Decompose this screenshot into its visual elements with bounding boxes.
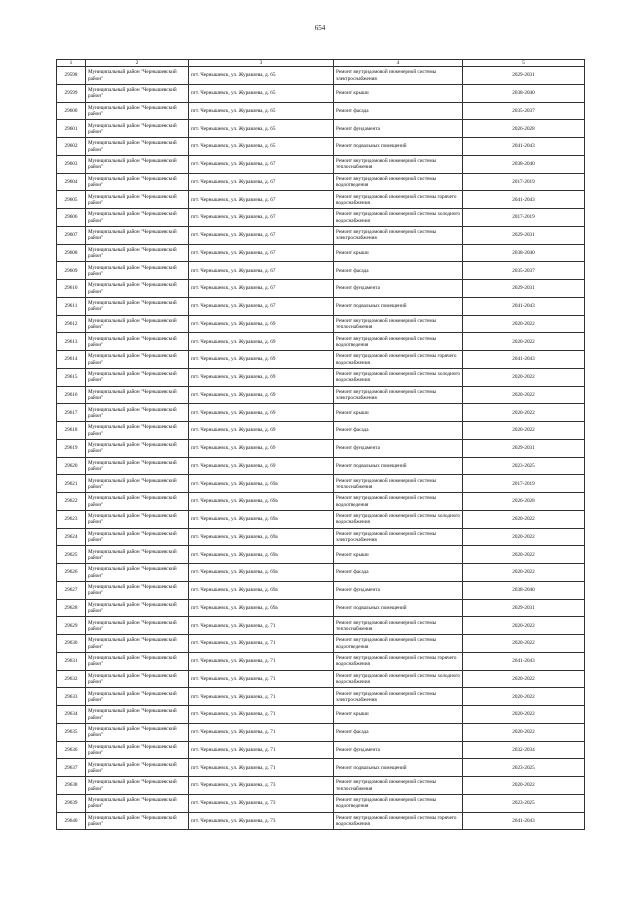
table-row [57, 191, 585, 209]
table-row [57, 652, 585, 670]
municipality-cell: Муниципальный район "Чернышевский район" [86, 510, 189, 528]
work-type-cell: Ремонт подвальных помещений [334, 297, 463, 315]
municipality-cell: Муниципальный район "Чернышевский район" [86, 546, 189, 564]
table-row [57, 173, 585, 191]
row-number: 29636 [57, 741, 86, 759]
period-cell: 2041-2043 [463, 138, 585, 156]
address-cell: пгт. Чернышевск, ул. Журавлева, д. 69а [189, 564, 334, 582]
work-type-cell: Ремонт внутридомовой инженерной системы холодного водоснабжения [334, 368, 463, 386]
period-cell: 2023-2025 [463, 457, 585, 475]
row-number: 29608 [57, 244, 86, 262]
municipality-cell: Муниципальный район "Чернышевский район" [86, 297, 189, 315]
address-cell: пгт. Чернышевск, ул. Журавлева, д. 67 [189, 191, 334, 209]
municipality-cell: Муниципальный район "Чернышевский район" [86, 191, 189, 209]
row-number: 29640 [57, 812, 86, 830]
row-number: 29637 [57, 759, 86, 777]
address-cell: пгт. Чернышевск, ул. Журавлева, д. 69 [189, 333, 334, 351]
work-type-cell: Ремонт фундамента [334, 439, 463, 457]
row-number: 29626 [57, 564, 86, 582]
address-cell: пгт. Чернышевск, ул. Журавлева, д. 65 [189, 138, 334, 156]
row-number: 29631 [57, 652, 86, 670]
work-type-cell: Ремонт внутридомовой инженерной системы водоотведения [334, 794, 463, 812]
table-row [57, 457, 585, 475]
municipality-cell: Муниципальный район "Чернышевский район" [86, 138, 189, 156]
work-type-cell: Ремонт внутридомовой инженерной системы электроснабжения [334, 386, 463, 404]
work-type-cell: Ремонт крыши [334, 244, 463, 262]
work-type-cell: Ремонт внутридомовой инженерной системы водоотведения [334, 173, 463, 191]
period-cell: 2029-2031 [463, 226, 585, 244]
table-row [57, 670, 585, 688]
work-type-cell: Ремонт фундамента [334, 280, 463, 298]
row-number: 29625 [57, 546, 86, 564]
work-type-cell: Ремонт крыши [334, 546, 463, 564]
period-cell: 2023-2025 [463, 759, 585, 777]
address-cell: пгт. Чернышевск, ул. Журавлева, д. 69 [189, 386, 334, 404]
row-number: 29621 [57, 475, 86, 493]
row-number: 29613 [57, 333, 86, 351]
period-cell: 2020-2022 [463, 315, 585, 333]
period-cell: 2041-2043 [463, 812, 585, 830]
row-number: 29624 [57, 528, 86, 546]
municipality-cell: Муниципальный район "Чернышевский район" [86, 280, 189, 298]
work-type-cell: Ремонт внутридомовой инженерной системы теплоснабжения [334, 155, 463, 173]
work-type-cell: Ремонт крыши [334, 404, 463, 422]
row-number: 29605 [57, 191, 86, 209]
address-cell: пгт. Чернышевск, ул. Журавлева, д. 71 [189, 688, 334, 706]
row-number: 29632 [57, 670, 86, 688]
municipality-cell: Муниципальный район "Чернышевский район" [86, 652, 189, 670]
row-number: 29611 [57, 297, 86, 315]
row-number: 29635 [57, 723, 86, 741]
municipality-cell: Муниципальный район "Чернышевский район" [86, 723, 189, 741]
address-cell: пгт. Чернышевск, ул. Журавлева, д. 67 [189, 297, 334, 315]
period-cell: 2035-2037 [463, 262, 585, 280]
work-type-cell: Ремонт фундамента [334, 120, 463, 138]
address-cell: пгт. Чернышевск, ул. Журавлева, д. 67 [189, 244, 334, 262]
address-cell: пгт. Чернышевск, ул. Журавлева, д. 65 [189, 102, 334, 120]
period-cell: 2020-2022 [463, 333, 585, 351]
row-number: 29622 [57, 493, 86, 511]
work-type-cell: Ремонт внутридомовой инженерной системы водоотведения [334, 635, 463, 653]
work-type-cell: Ремонт фасада [334, 564, 463, 582]
address-cell: пгт. Чернышевск, ул. Журавлева, д. 67 [189, 155, 334, 173]
work-type-cell: Ремонт фундамента [334, 581, 463, 599]
municipality-cell: Муниципальный район "Чернышевский район" [86, 155, 189, 173]
row-number: 29629 [57, 617, 86, 635]
row-number: 29615 [57, 368, 86, 386]
row-number: 29639 [57, 794, 86, 812]
table-row [57, 546, 585, 564]
row-number: 29606 [57, 209, 86, 227]
row-number: 29618 [57, 422, 86, 440]
period-cell: 2035-2037 [463, 102, 585, 120]
municipality-cell: Муниципальный район "Чернышевский район" [86, 528, 189, 546]
address-cell: пгт. Чернышевск, ул. Журавлева, д. 67 [189, 173, 334, 191]
table-row [57, 67, 585, 85]
row-number: 29630 [57, 635, 86, 653]
row-number: 29604 [57, 173, 86, 191]
address-cell: пгт. Чернышевск, ул. Журавлева, д. 69 [189, 351, 334, 369]
table-row [57, 777, 585, 795]
address-cell: пгт. Чернышевск, ул. Журавлева, д. 73 [189, 794, 334, 812]
work-type-cell: Ремонт внутридомовой инженерной системы холодного водоснабжения [334, 209, 463, 227]
table-row [57, 617, 585, 635]
municipality-cell: Муниципальный район "Чернышевский район" [86, 812, 189, 830]
work-type-cell: Ремонт фасада [334, 262, 463, 280]
row-number: 29600 [57, 102, 86, 120]
work-type-cell: Ремонт внутридомовой инженерной системы электроснабжения [334, 528, 463, 546]
period-cell: 2020-2022 [463, 635, 585, 653]
table-row [57, 404, 585, 422]
table-row [57, 315, 585, 333]
header-col-2: 2 [86, 60, 189, 67]
address-cell: пгт. Чернышевск, ул. Журавлева, д. 65 [189, 120, 334, 138]
municipality-cell: Муниципальный район "Чернышевский район" [86, 386, 189, 404]
period-cell: 2017-2019 [463, 209, 585, 227]
row-number: 29619 [57, 439, 86, 457]
work-type-cell: Ремонт внутридомовой инженерной системы горячего водоснабжения [334, 812, 463, 830]
period-cell: 2038-2040 [463, 155, 585, 173]
period-cell: 2041-2043 [463, 652, 585, 670]
table-row [57, 262, 585, 280]
header-col-4: 4 [334, 60, 463, 67]
address-cell: пгт. Чернышевск, ул. Журавлева, д. 69 [189, 404, 334, 422]
table-row [57, 297, 585, 315]
table-row [57, 84, 585, 102]
municipality-cell: Муниципальный район "Чернышевский район" [86, 759, 189, 777]
work-type-cell: Ремонт внутридомовой инженерной системы горячего водоснабжения [334, 191, 463, 209]
table-row [57, 688, 585, 706]
table-body [57, 67, 585, 830]
municipality-cell: Муниципальный район "Чернышевский район" [86, 564, 189, 582]
address-cell: пгт. Чернышевск, ул. Журавлева, д. 69а [189, 546, 334, 564]
period-cell: 2032-2034 [463, 741, 585, 759]
work-type-cell: Ремонт внутридомовой инженерной системы горячего водоснабжения [334, 652, 463, 670]
work-type-cell: Ремонт крыши [334, 84, 463, 102]
table-row [57, 244, 585, 262]
municipality-cell: Муниципальный район "Чернышевский район" [86, 244, 189, 262]
period-cell: 2020-2022 [463, 368, 585, 386]
table-row [57, 794, 585, 812]
row-number: 29599 [57, 84, 86, 102]
municipality-cell: Муниципальный район "Чернышевский район" [86, 777, 189, 795]
municipality-cell: Муниципальный район "Чернышевский район" [86, 422, 189, 440]
municipality-cell: Муниципальный район "Чернышевский район" [86, 404, 189, 422]
period-cell: 2020-2022 [463, 386, 585, 404]
period-cell: 2038-2040 [463, 84, 585, 102]
period-cell: 2029-2031 [463, 439, 585, 457]
registry-table [56, 59, 585, 830]
address-cell: пгт. Чернышевск, ул. Журавлева, д. 69 [189, 422, 334, 440]
period-cell: 2020-2022 [463, 422, 585, 440]
work-type-cell: Ремонт подвальных помещений [334, 759, 463, 777]
table-row [57, 351, 585, 369]
period-cell: 2020-2022 [463, 510, 585, 528]
municipality-cell: Муниципальный район "Чернышевский район" [86, 581, 189, 599]
address-cell: пгт. Чернышевск, ул. Журавлева, д. 67 [189, 280, 334, 298]
table-row [57, 493, 585, 511]
address-cell: пгт. Чернышевск, ул. Журавлева, д. 65 [189, 67, 334, 85]
municipality-cell: Муниципальный район "Чернышевский район" [86, 173, 189, 191]
row-number: 29634 [57, 706, 86, 724]
period-cell: 2026-2028 [463, 120, 585, 138]
row-number: 29598 [57, 67, 86, 85]
row-number: 29623 [57, 510, 86, 528]
table-row [57, 706, 585, 724]
header-col-5: 5 [463, 60, 585, 67]
period-cell: 2029-2031 [463, 67, 585, 85]
municipality-cell: Муниципальный район "Чернышевский район" [86, 706, 189, 724]
municipality-cell: Муниципальный район "Чернышевский район" [86, 617, 189, 635]
address-cell: пгт. Чернышевск, ул. Журавлева, д. 71 [189, 759, 334, 777]
row-number: 29602 [57, 138, 86, 156]
table-row [57, 599, 585, 617]
table-row [57, 581, 585, 599]
address-cell: пгт. Чернышевск, ул. Журавлева, д. 69 [189, 439, 334, 457]
period-cell: 2020-2022 [463, 670, 585, 688]
address-cell: пгт. Чернышевск, ул. Журавлева, д. 71 [189, 617, 334, 635]
table-row [57, 475, 585, 493]
period-cell: 2038-2040 [463, 581, 585, 599]
period-cell: 2020-2022 [463, 564, 585, 582]
table-row [57, 723, 585, 741]
period-cell: 2020-2022 [463, 404, 585, 422]
row-number: 29614 [57, 351, 86, 369]
table-row [57, 439, 585, 457]
row-number: 29610 [57, 280, 86, 298]
work-type-cell: Ремонт крыши [334, 706, 463, 724]
table-row [57, 368, 585, 386]
work-type-cell: Ремонт внутридомовой инженерной системы теплоснабжения [334, 315, 463, 333]
address-cell: пгт. Чернышевск, ул. Журавлева, д. 69 [189, 315, 334, 333]
row-number: 29607 [57, 226, 86, 244]
work-type-cell: Ремонт внутридомовой инженерной системы электроснабжения [334, 67, 463, 85]
row-number: 29603 [57, 155, 86, 173]
work-type-cell: Ремонт внутридомовой инженерной системы теплоснабжения [334, 475, 463, 493]
row-number: 29620 [57, 457, 86, 475]
municipality-cell: Муниципальный район "Чернышевский район" [86, 368, 189, 386]
work-type-cell: Ремонт фасада [334, 422, 463, 440]
municipality-cell: Муниципальный район "Чернышевский район" [86, 102, 189, 120]
table-row [57, 333, 585, 351]
period-cell: 2041-2043 [463, 351, 585, 369]
row-number: 29638 [57, 777, 86, 795]
municipality-cell: Муниципальный район "Чернышевский район" [86, 599, 189, 617]
work-type-cell: Ремонт подвальных помещений [334, 457, 463, 475]
work-type-cell: Ремонт фасада [334, 102, 463, 120]
municipality-cell: Муниципальный район "Чернышевский район" [86, 670, 189, 688]
row-number: 29627 [57, 581, 86, 599]
period-cell: 2020-2022 [463, 528, 585, 546]
table-row [57, 510, 585, 528]
table-row [57, 812, 585, 830]
address-cell: пгт. Чернышевск, ул. Журавлева, д. 71 [189, 652, 334, 670]
period-cell: 2038-2040 [463, 244, 585, 262]
address-cell: пгт. Чернышевск, ул. Журавлева, д. 67 [189, 226, 334, 244]
municipality-cell: Муниципальный район "Чернышевский район" [86, 475, 189, 493]
municipality-cell: Муниципальный район "Чернышевский район" [86, 67, 189, 85]
header-row [57, 60, 585, 67]
period-cell: 2026-2028 [463, 493, 585, 511]
address-cell: пгт. Чернышевск, ул. Журавлева, д. 71 [189, 723, 334, 741]
address-cell: пгт. Чернышевск, ул. Журавлева, д. 69а [189, 510, 334, 528]
table-row [57, 564, 585, 582]
address-cell: пгт. Чернышевск, ул. Журавлева, д. 71 [189, 635, 334, 653]
municipality-cell: Муниципальный район "Чернышевский район" [86, 209, 189, 227]
address-cell: пгт. Чернышевск, ул. Журавлева, д. 67 [189, 209, 334, 227]
table-row [57, 120, 585, 138]
work-type-cell: Ремонт внутридомовой инженерной системы теплоснабжения [334, 777, 463, 795]
header-col-3: 3 [189, 60, 334, 67]
work-type-cell: Ремонт внутридомовой инженерной системы теплоснабжения [334, 617, 463, 635]
row-number: 29609 [57, 262, 86, 280]
work-type-cell: Ремонт внутридомовой инженерной системы электроснабжения [334, 226, 463, 244]
work-type-cell: Ремонт подвальных помещений [334, 138, 463, 156]
period-cell: 2020-2022 [463, 706, 585, 724]
work-type-cell: Ремонт внутридомовой инженерной системы холодного водоснабжения [334, 670, 463, 688]
municipality-cell: Муниципальный район "Чернышевский район" [86, 493, 189, 511]
municipality-cell: Муниципальный район "Чернышевский район" [86, 741, 189, 759]
row-number: 29612 [57, 315, 86, 333]
period-cell: 2029-2031 [463, 599, 585, 617]
table-row [57, 226, 585, 244]
table-row [57, 209, 585, 227]
period-cell: 2017-2019 [463, 173, 585, 191]
table-row [57, 138, 585, 156]
municipality-cell: Муниципальный район "Чернышевский район" [86, 333, 189, 351]
row-number: 29628 [57, 599, 86, 617]
address-cell: пгт. Чернышевск, ул. Журавлева, д. 69а [189, 599, 334, 617]
work-type-cell: Ремонт подвальных помещений [334, 599, 463, 617]
municipality-cell: Муниципальный район "Чернышевский район" [86, 688, 189, 706]
period-cell: 2023-2025 [463, 794, 585, 812]
period-cell: 2020-2022 [463, 546, 585, 564]
address-cell: пгт. Чернышевск, ул. Журавлева, д. 69а [189, 475, 334, 493]
row-number: 29616 [57, 386, 86, 404]
address-cell: пгт. Чернышевск, ул. Журавлева, д. 69а [189, 493, 334, 511]
table-row [57, 386, 585, 404]
address-cell: пгт. Чернышевск, ул. Журавлева, д. 71 [189, 670, 334, 688]
period-cell: 2029-2031 [463, 280, 585, 298]
work-type-cell: Ремонт внутридомовой инженерной системы водоотведения [334, 333, 463, 351]
table-row [57, 759, 585, 777]
table-row [57, 280, 585, 298]
period-cell: 2020-2022 [463, 617, 585, 635]
table-row [57, 741, 585, 759]
header-col-1: 1 [57, 60, 86, 67]
row-number: 29601 [57, 120, 86, 138]
municipality-cell: Муниципальный район "Чернышевский район" [86, 262, 189, 280]
period-cell: 2041-2043 [463, 297, 585, 315]
address-cell: пгт. Чернышевск, ул. Журавлева, д. 65 [189, 84, 334, 102]
municipality-cell: Муниципальный район "Чернышевский район" [86, 794, 189, 812]
address-cell: пгт. Чернышевск, ул. Журавлева, д. 69 [189, 457, 334, 475]
table-row [57, 635, 585, 653]
address-cell: пгт. Чернышевск, ул. Журавлева, д. 71 [189, 741, 334, 759]
row-number: 29633 [57, 688, 86, 706]
period-cell: 2020-2022 [463, 723, 585, 741]
municipality-cell: Муниципальный район "Чернышевский район" [86, 457, 189, 475]
address-cell: пгт. Чернышевск, ул. Журавлева, д. 69а [189, 581, 334, 599]
work-type-cell: Ремонт внутридомовой инженерной системы электроснабжения [334, 688, 463, 706]
municipality-cell: Муниципальный район "Чернышевский район" [86, 635, 189, 653]
work-type-cell: Ремонт внутридомовой инженерной системы холодного водоснабжения [334, 510, 463, 528]
municipality-cell: Муниципальный район "Чернышевский район" [86, 120, 189, 138]
municipality-cell: Муниципальный район "Чернышевский район" [86, 315, 189, 333]
table-row [57, 528, 585, 546]
period-cell: 2020-2022 [463, 688, 585, 706]
municipality-cell: Муниципальный район "Чернышевский район" [86, 439, 189, 457]
address-cell: пгт. Чернышевск, ул. Журавлева, д. 67 [189, 262, 334, 280]
work-type-cell: Ремонт внутридомовой инженерной системы водоотведения [334, 493, 463, 511]
municipality-cell: Муниципальный район "Чернышевский район" [86, 226, 189, 244]
address-cell: пгт. Чернышевск, ул. Журавлева, д. 73 [189, 812, 334, 830]
period-cell: 2020-2022 [463, 777, 585, 795]
address-cell: пгт. Чернышевск, ул. Журавлева, д. 71 [189, 706, 334, 724]
address-cell: пгт. Чернышевск, ул. Журавлева, д. 69а [189, 528, 334, 546]
address-cell: пгт. Чернышевск, ул. Журавлева, д. 73 [189, 777, 334, 795]
period-cell: 2041-2043 [463, 191, 585, 209]
page-number: 654 [314, 24, 326, 32]
municipality-cell: Муниципальный район "Чернышевский район" [86, 351, 189, 369]
period-cell: 2017-2019 [463, 475, 585, 493]
work-type-cell: Ремонт фундамента [334, 741, 463, 759]
work-type-cell: Ремонт внутридомовой инженерной системы горячего водоснабжения [334, 351, 463, 369]
table-row [57, 155, 585, 173]
row-number: 29617 [57, 404, 86, 422]
address-cell: пгт. Чернышевск, ул. Журавлева, д. 69 [189, 368, 334, 386]
table-row [57, 102, 585, 120]
work-type-cell: Ремонт фасада [334, 723, 463, 741]
table-row [57, 422, 585, 440]
municipality-cell: Муниципальный район "Чернышевский район" [86, 84, 189, 102]
